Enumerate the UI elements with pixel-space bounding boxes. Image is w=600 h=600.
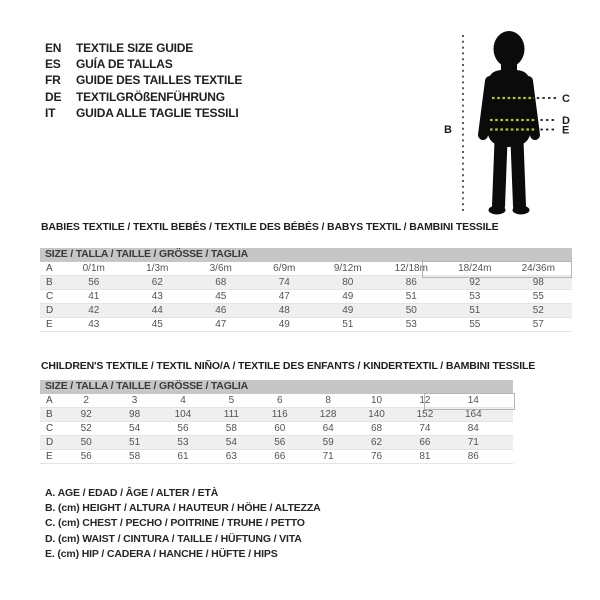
size-cell: 76 — [370, 450, 383, 462]
size-cell: 56 — [80, 450, 92, 462]
size-cell: 64 — [322, 422, 334, 434]
language-list — [45, 40, 242, 121]
size-cell: 49 — [342, 290, 354, 302]
table-row — [40, 262, 572, 276]
child-silhouette — [483, 31, 535, 215]
table-row — [40, 408, 513, 422]
size-cell: 92 — [80, 408, 92, 420]
size-cell: 71 — [467, 436, 479, 448]
legend-line: D. (cm) WAIST / CINTURA / TAILLE / HÜFTUNG / VITA — [45, 532, 302, 545]
legend-line: B. (cm) HEIGHT / ALTURA / HAUTEUR / HÖHE / ALTEZZA — [45, 502, 321, 515]
table-row — [40, 276, 572, 290]
size-cell: 57 — [532, 318, 544, 330]
size-cell: 45 — [151, 318, 163, 330]
size-cell: 44 — [151, 304, 163, 316]
size-cell: 9/12m — [333, 262, 362, 274]
size-cell: 62 — [151, 276, 163, 288]
table-header: SIZE / TALLA / TAILLE / GRÖSSE / TAGLIA — [40, 380, 513, 394]
legend-line: E. (cm) HIP / CADERA / HANCHE / HÜFTE / HIPS — [45, 547, 278, 560]
language-label: TEXTILGRÖßENFÜHRUNG — [76, 89, 225, 104]
size-cell: 55 — [469, 318, 481, 330]
table-row — [40, 318, 572, 332]
table-row — [40, 290, 572, 304]
size-cell: 43 — [88, 318, 100, 330]
size-cell: 53 — [405, 318, 417, 330]
size-cell: 43 — [151, 290, 163, 302]
language-code: FR — [45, 73, 61, 88]
size-cell: 56 — [88, 276, 100, 288]
size-cell: 164 — [464, 408, 482, 420]
size-cell: 56 — [274, 436, 286, 448]
legend-line: C. (cm) CHEST / PECHO / POITRINE / TRUHE / PETTO — [45, 517, 305, 530]
size-cell: 59 — [322, 436, 334, 448]
size-cell: 58 — [225, 422, 237, 434]
size-cell: 41 — [88, 290, 100, 302]
children-size-table — [40, 380, 513, 464]
size-cell: 47 — [278, 290, 290, 302]
language-row — [45, 105, 242, 121]
size-cell: 66 — [419, 436, 431, 448]
size-cell: 51 — [405, 290, 417, 302]
size-cell: 42 — [88, 304, 100, 316]
row-label: D — [46, 304, 54, 316]
size-cell: 86 — [405, 276, 417, 288]
size-cell: 68 — [215, 276, 227, 288]
size-cell: 6 — [276, 394, 283, 406]
language-row — [45, 72, 242, 88]
table-row — [40, 436, 513, 450]
child-measurement-figure — [438, 14, 600, 220]
size-cell: 52 — [80, 422, 92, 434]
measurement-legend — [45, 486, 321, 562]
babies-size-table — [40, 248, 572, 332]
size-cell: 52 — [532, 304, 544, 316]
size-cell: 3 — [131, 394, 138, 406]
size-cell: 24/36m — [521, 262, 555, 274]
size-cell: 45 — [215, 290, 227, 302]
language-label: GUÍA DE TALLAS — [76, 57, 173, 72]
size-cell: 60 — [274, 422, 286, 434]
size-cell: 63 — [225, 450, 237, 462]
language-code: ES — [45, 57, 61, 72]
children-table-title: CHILDREN'S TEXTILE / TEXTIL NIÑO/A / TEXTILE DES ENFANTS / KINDERTEXTIL / BAMBINI TESSILE — [41, 360, 536, 372]
row-label: C — [46, 422, 54, 434]
size-cell: 128 — [319, 408, 337, 420]
size-cell: 68 — [370, 422, 383, 434]
language-code: EN — [45, 41, 62, 56]
size-cell: 49 — [278, 318, 290, 330]
size-cell: 111 — [223, 408, 239, 420]
size-cell: 5 — [228, 394, 235, 406]
size-cell: 56 — [177, 422, 189, 434]
size-cell: 84 — [467, 422, 479, 434]
size-cell: 6/9m — [273, 262, 296, 274]
size-cell: 152 — [416, 408, 434, 420]
language-label: GUIDE DES TAILLES TEXTILE — [76, 73, 243, 88]
size-cell: 81 — [419, 450, 431, 462]
size-cell: 80 — [342, 276, 354, 288]
size-cell: 51 — [129, 436, 141, 448]
row-label: A — [46, 394, 53, 406]
language-row — [45, 40, 242, 56]
size-cell: 74 — [419, 422, 431, 434]
size-cell: 12 — [419, 394, 431, 406]
size-cell: 58 — [129, 450, 141, 462]
language-label: TEXTILE SIZE GUIDE — [76, 41, 194, 56]
language-code: IT — [45, 105, 56, 120]
size-cell: 18/24m — [458, 262, 492, 274]
size-cell: 71 — [322, 450, 334, 462]
size-cell: 98 — [532, 276, 544, 288]
table-row — [40, 304, 572, 318]
size-cell: 74 — [278, 276, 290, 288]
table-row — [40, 450, 513, 464]
size-cell: 1/3m — [146, 262, 169, 274]
language-row — [45, 56, 242, 72]
height-label: B — [444, 124, 452, 136]
size-cell: 92 — [469, 276, 481, 288]
size-cell: 98 — [129, 408, 141, 420]
chest-label: C — [562, 93, 570, 105]
size-cell: 104 — [174, 408, 192, 420]
size-cell: 50 — [405, 304, 417, 316]
size-cell: 55 — [532, 290, 544, 302]
size-cell: 53 — [177, 436, 189, 448]
row-label: B — [46, 408, 53, 420]
babies-table-title: BABIES TEXTILE / TEXTIL BEBÉS / TEXTILE DES BÉBÉS / BABYS TEXTIL / BAMBINI TESSILE — [41, 221, 499, 233]
size-cell: 54 — [225, 436, 237, 448]
size-cell: 10 — [370, 394, 383, 406]
size-cell: 54 — [129, 422, 141, 434]
size-cell: 116 — [271, 408, 288, 420]
size-cell: 0/1m — [82, 262, 105, 274]
size-cell: 8 — [325, 394, 331, 406]
size-cell: 47 — [215, 318, 227, 330]
hip-label: E — [562, 124, 570, 137]
language-code: DE — [45, 89, 62, 104]
size-cell: 48 — [278, 304, 290, 316]
row-label: C — [46, 290, 54, 302]
row-label: E — [46, 450, 53, 462]
table-row — [40, 394, 513, 408]
size-cell: 3/6m — [209, 262, 232, 274]
language-row — [45, 89, 242, 105]
table-row — [40, 422, 513, 436]
row-label: D — [46, 436, 54, 448]
row-label: B — [46, 276, 53, 288]
size-cell: 49 — [342, 304, 354, 316]
size-cell: 51 — [342, 318, 354, 330]
size-cell: 140 — [368, 408, 385, 420]
size-cell: 4 — [180, 394, 186, 406]
size-cell: 46 — [215, 304, 227, 316]
size-cell: 12/18m — [394, 262, 428, 274]
row-label: E — [46, 318, 53, 330]
size-cell: 66 — [274, 450, 286, 462]
waist-label: D — [562, 115, 570, 127]
size-cell: 14 — [467, 394, 479, 406]
size-cell: 62 — [370, 436, 383, 448]
legend-line: A. AGE / EDAD / ÂGE / ALTER / ETÀ — [45, 487, 219, 499]
size-cell: 53 — [469, 290, 481, 302]
size-cell: 61 — [177, 450, 189, 462]
size-cell: 2 — [83, 394, 89, 406]
row-label: A — [46, 262, 53, 274]
size-cell: 50 — [80, 436, 92, 448]
size-cell: 51 — [469, 304, 481, 316]
table-header: SIZE / TALLA / TAILLE / GRÖSSE / TAGLIA — [40, 248, 572, 262]
size-cell: 86 — [467, 450, 479, 462]
language-label: GUIDA ALLE TAGLIE TESSILI — [76, 105, 239, 120]
